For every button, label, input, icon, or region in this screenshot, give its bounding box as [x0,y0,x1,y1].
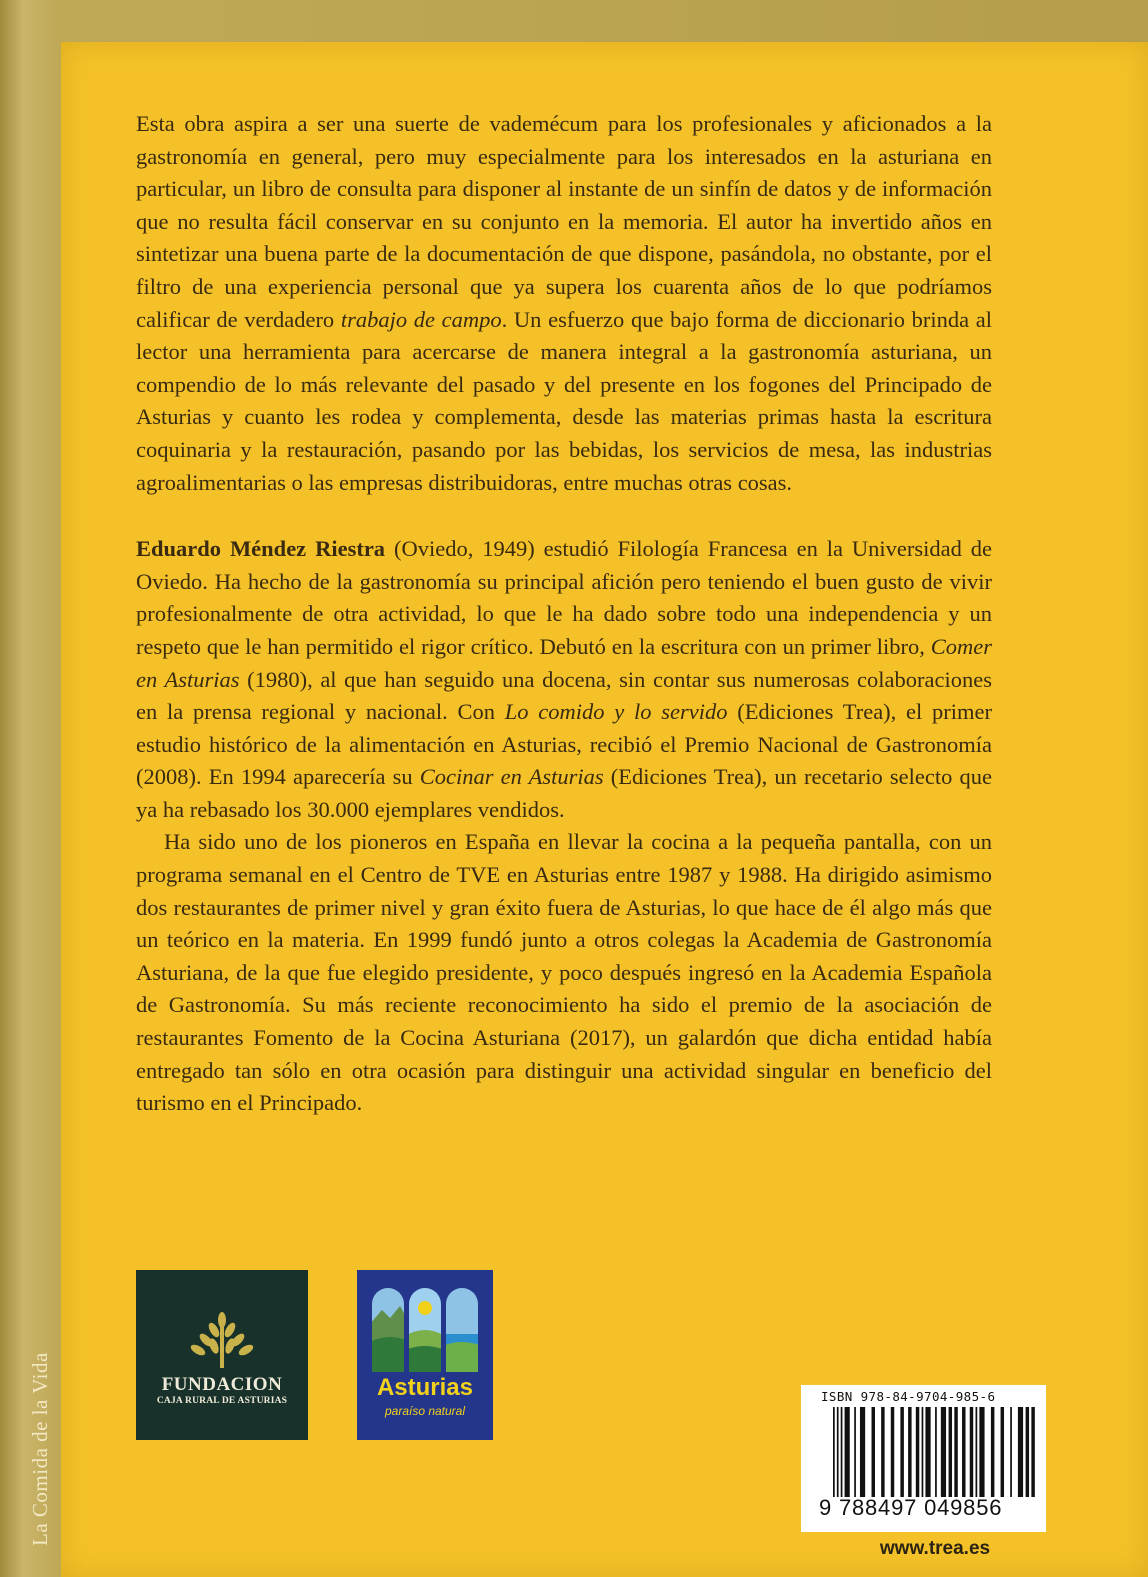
fundacion-subtitle: CAJA RURAL DE ASTURIAS [156,1396,288,1406]
author-career-paragraph: Ha sido uno de los pioneros en España en llevar la cocina a la pequeña pantalla, con un programa semanal en el Centro de TVE en Asturias entre 1987 y 1988. Ha dirigido asimismo dos restaurantes de primer nivel y gran éxito fuera de Asturias, lo que hace de él algo más que un teórico en la materia. En 1999 fundó junto a otros colegas la Academia de Gastronomía Asturiana, de la que fue elegido presidente, y poco después ingresó en la Academia Española de Gastronomía. Su más reciente reconocimiento ha sido el premio de la asociación de restaurantes Fomento de la Cocina Asturiana (2017), un galardón que dicha entidad había entregado tan sólo en otra ocasión para distinguir una actividad singular en beneficio del turismo en el Principado. [136,829,992,1116]
fundacion-title: FUNDACION [161,1374,283,1395]
barcode-bar [854,1407,856,1497]
barcode-bar [1001,1407,1004,1497]
barcode-bar [916,1407,919,1497]
barcode-bar [833,1407,835,1497]
wheat-icon [184,1310,260,1370]
barcode-bars [833,1407,1041,1497]
barcode-bar [949,1407,952,1497]
isbn-barcode [801,1385,1046,1532]
barcode-bar [845,1407,850,1497]
book-title: Comer en Asturias [136,633,992,692]
barcode-bar [881,1407,884,1497]
asturias-paraiso-natural-logo [357,1270,493,1440]
back-cover-text [136,108,992,1120]
barcode-bar [976,1407,978,1497]
barcode-bar [837,1407,839,1497]
barcode-bar [962,1407,965,1497]
barcode-bar [970,1407,973,1497]
book-title: Cocinar en Asturias [419,764,604,790]
barcode-bar [908,1407,911,1497]
author-name: Eduardo Méndez Riestra [136,536,386,562]
barcode-bar [1010,1407,1012,1497]
barcode-bar [1018,1407,1023,1497]
barcode-bar [991,1407,994,1497]
barcode-digits: 9 788497 049856 [819,1495,1003,1520]
barcode-bar [1026,1407,1029,1497]
series-spine-label: La Comida de la Vida [28,1352,52,1546]
barcode-bar [860,1407,865,1497]
isbn-number: ISBN 978-84-9704-985-6 [821,1389,996,1404]
barcode-bar [872,1407,875,1497]
emphasis-text: trabajo de campo [340,306,502,332]
barcode-bar [925,1407,930,1497]
description-paragraph: Esta obra aspira a ser una suerte de vademécum para los profesionales y aficionados a la gastronomía en general, pero muy especialmente para los interesados en la asturiana en particular, un libro de consulta para disponer al instante de un sinfín de datos y de información que no resulta fácil conservar en su conjunto en la memoria. El autor ha invertido años en sintetizar una buena parte de la documentación de que dispone, pasándola, no obstante, por el filtro de una experiencia personal que ya supera los cuarenta años de lo que podríamos calificar de verdadero trabajo de campo. Un esfuerzo que bajo forma de diccionario brinda al lector una herramienta para acercarse de manera integral a la gastronomía asturiana, un compendio de lo más relevante del pasado y del presente en los fogones del Principado de Asturias y cuanto les rodea y complementa, desde las materias primas hasta la escritura coquinaria y la restauración, pasando por las bebidas, los servicios de mesa, las industrias agroalimentarias o las empresas distribuidoras, entre muchas otras cosas. [136,111,992,495]
landscape-arches-icon [370,1284,480,1372]
barcode-bar [941,1407,946,1497]
fundacion-caja-rural-logo [136,1270,308,1440]
asturias-subtitle: paraíso natural [384,1404,466,1418]
barcode-bar [841,1407,843,1497]
barcode-bar [979,1407,984,1497]
barcode-bar [1031,1407,1034,1497]
publisher-website: www.trea.es [879,1538,991,1559]
barcode-bar [954,1407,957,1497]
barcode-bar [891,1407,894,1497]
asturias-title: Asturias [376,1374,474,1401]
barcode-bar [935,1407,937,1497]
barcode-bar [900,1407,903,1497]
barcode-bar [922,1407,924,1497]
author-bio-paragraph: Eduardo Méndez Riestra (Oviedo, 1949) estudió Filología Francesa en la Universidad de Oviedo. Ha hecho de la gastronomía su principal afición pero teniendo el buen gusto de vivir profesionalmente de otra actividad, lo que le ha dado sobre todo una independencia y un respeto que le han permitido el rigor crítico. Debutó en la escritura con un primer libro, Comer en Asturias (1980), al que han seguido una docena, sin contar sus numerosas colaboraciones en la prensa regional y nacional. Con Lo comido y lo servido (Ediciones Trea), el primer estudio histórico de la alimentación en Asturias, recibió el Premio Nacional de Gastronomía (2008). En 1994 aparecería su Cocinar en Asturias (Ediciones Trea), un recetario selecto que ya ha rebasado los 30.000 ejemplares vendidos. [136,536,992,822]
book-title: Lo comido y lo servido [504,699,728,725]
